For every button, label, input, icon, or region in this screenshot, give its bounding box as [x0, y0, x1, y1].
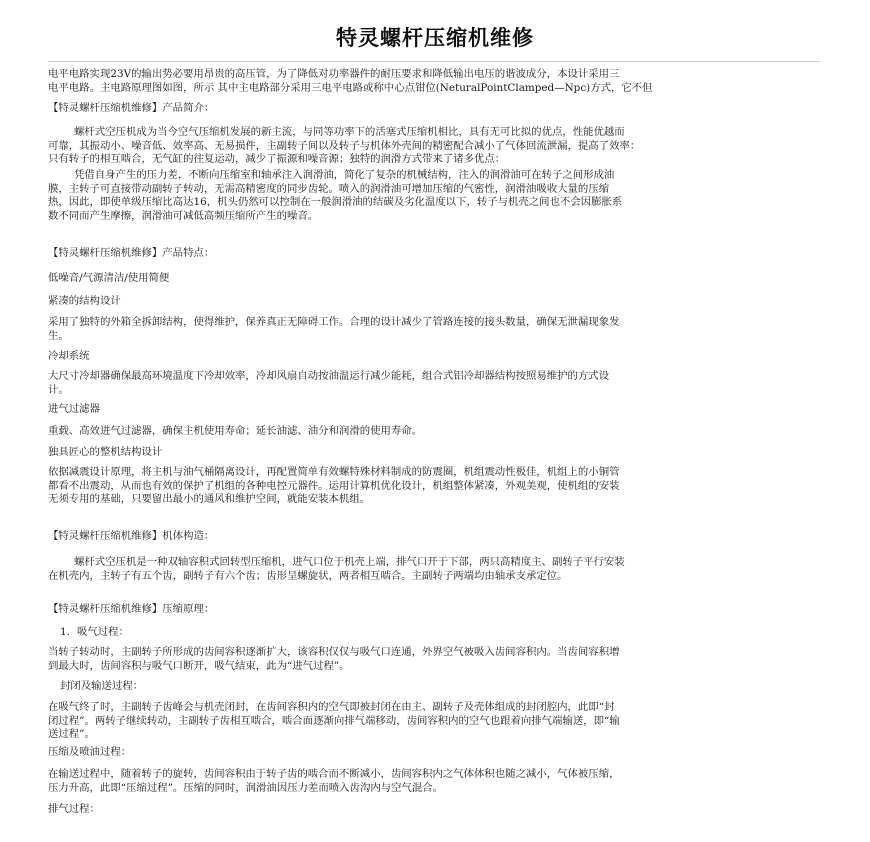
text-line: 压力升高，此即“压缩过程”。压缩的同时，润滑油因压力差而喷入齿沟内与空气混合。	[48, 781, 444, 794]
feature-text-cooling	[48, 370, 820, 397]
feature-text-structure	[48, 466, 820, 507]
feature-summary: 低噪音/气源清洁/使用简便	[48, 272, 170, 284]
text-line: 电平电路。主电路原理图如图，所示 其中主电路部分采用三电平电路或称中心点钳位(NeturalPointClamped—Npc)方式，它不但	[48, 81, 653, 94]
text-line: 在吸气终了时，主副转子齿峰会与机壳闭封，在齿间容积内的空气即被封闭在由主、副转子及壳体组成的封闭腔内，此即“封	[48, 701, 615, 713]
feature-text-filter: 重载、高效进气过滤器，确保主机使用寿命；延长油滤、油分和润滑的使用寿命。	[48, 425, 423, 437]
structure-paragraph	[48, 556, 820, 583]
step-text-compression	[48, 768, 820, 795]
section-heading-intro: 【特灵螺杆压缩机维修】产品简介：	[48, 102, 215, 114]
text-line: 可靠，其振动小、噪音低、效率高、无易损件，主副转子间以及转子与机体外壳间的精密配合减小了气体回流泄漏，提高了效率：	[48, 139, 641, 152]
text-line: 无须专用的基础，只要留出最小的通风和维护空间，就能安装本机组。	[48, 493, 371, 505]
text-line: 在机壳内，主转子有五个齿，副转子有六个齿；齿形呈螺旋状，两者相互啮合。主副转子两端均由轴承支承定位。	[48, 569, 568, 582]
step-text-intake	[48, 646, 820, 673]
text-line: 当转子转动时，主副转子所形成的齿间容积逐渐扩大，该容积仅仅与吸气口连通，外界空气被吸入齿间容积内。当齿间容积增	[48, 646, 620, 658]
intro-paragraph-1	[48, 126, 820, 167]
text-line: 生。	[48, 329, 69, 342]
section-heading-features: 【特灵螺杆压缩机维修】产品特点：	[48, 247, 215, 259]
text-line: 电平电路实现23V的输出势必要用昂贵的高压管，为了降低对功率器件的耐压要求和降低输出电压的谐波成分，本设计采用三	[48, 68, 620, 80]
title-divider	[48, 61, 820, 62]
text-line: 到最大时，齿间容积与吸气口断开，吸气结束，此为“进气过程”。	[48, 659, 350, 672]
text-line: 数不同而产生摩擦，润滑油可减低高频压缩所产生的噪音。	[48, 209, 319, 222]
feature-heading-cooling: 冷却系统	[48, 350, 90, 362]
text-line: 膜，主转子可直接带动副转子转动，无需高精密度的同步齿轮。喷入的润滑油可增加压缩的气密性，润滑油吸收大量的压缩	[48, 182, 610, 195]
feature-heading-structure: 独具匠心的整机结构设计	[48, 446, 163, 458]
text-line: 螺杆式空压机是一种双轴容积式回转型压缩机，进气口位于机壳上端，排气口开于下部，两只高精度主、副转子平行安装	[74, 556, 625, 568]
text-line: 热，因此，即使单级压缩比高达16，机头仍然可以控制在一般润滑油的结碳及劣化温度以下，转子与机壳之间也不会因膨胀系	[48, 196, 623, 208]
step-heading-sealing: 封闭及输送过程：	[60, 680, 144, 692]
text-line: 计。	[48, 383, 69, 396]
text-line: 采用了独特的外箱全拆卸结构，使得维护，保养真正无障碍工作。合理的设计减少了管路连接的接头数量，确保无泄漏现象发	[48, 316, 620, 328]
feature-heading-filter: 进气过滤器	[48, 403, 100, 415]
text-line: 闭过程”。两转子继续转动，主副转子齿相互啮合，啮合面逐渐向排气端移动，齿间容积内的空气也跟着向排气端输送，即“输	[48, 714, 620, 727]
step-heading-compression: 压缩及喷油过程：	[48, 746, 132, 758]
text-line: 凭借自身产生的压力差，不断向压缩室和轴承注入润滑油，简化了复杂的机械结构，注入的润滑油可在转子之间形成油	[74, 169, 615, 181]
step-heading-intake: 1．吸气过程：	[60, 626, 129, 638]
text-line: 都看不出震动，从而也有效的保护了机组的各种电控元器件。运用计算机优化设计，机组整体紧凑，外观美观，使机组的安装	[48, 479, 620, 492]
section-heading-structure: 【特灵螺杆压缩机维修】机体构造：	[48, 530, 215, 542]
step-text-sealing	[48, 701, 820, 742]
text-line: 大尺寸冷却器确保最高环境温度下冷却效率，冷却风扇自动按油温运行减少能耗，组合式铝冷却器结构按照易维护的方式设	[48, 370, 610, 382]
feature-text-compact	[48, 316, 820, 343]
text-line: 依据减震设计原理，将主机与油气桶隔离设计，再配置简单有效螺特殊材料制成的防震圈，机组震动性极佳，机组上的小铜管	[48, 466, 620, 478]
intro-paragraph	[48, 68, 820, 95]
text-line: 螺杆式空压机成为当今空气压缩机发展的新主流，与同等功率下的活塞式压缩机相比，具有无可比拟的优点，性能优越而	[74, 126, 625, 138]
section-heading-principle: 【特灵螺杆压缩机维修】压缩原理：	[48, 603, 215, 615]
text-line: 送过程”。	[48, 728, 95, 740]
text-line: 在输送过程中，随着转子的旋转，齿间容积由于转子齿的啮合而不断减小，齿间容积内之气体体积也随之减小，气体被压缩，	[48, 768, 620, 780]
page-title: 特灵螺杆压缩机维修	[336, 26, 534, 50]
step-heading-discharge: 排气过程：	[48, 803, 100, 815]
text-line: 只有转子的相互啮合，无气缸的往复运动，减少了振源和噪音源；独特的润滑方式带来了诸多优点：	[48, 153, 506, 165]
feature-heading-compact: 紧凑的结构设计	[48, 295, 121, 307]
intro-paragraph-2	[48, 169, 820, 223]
